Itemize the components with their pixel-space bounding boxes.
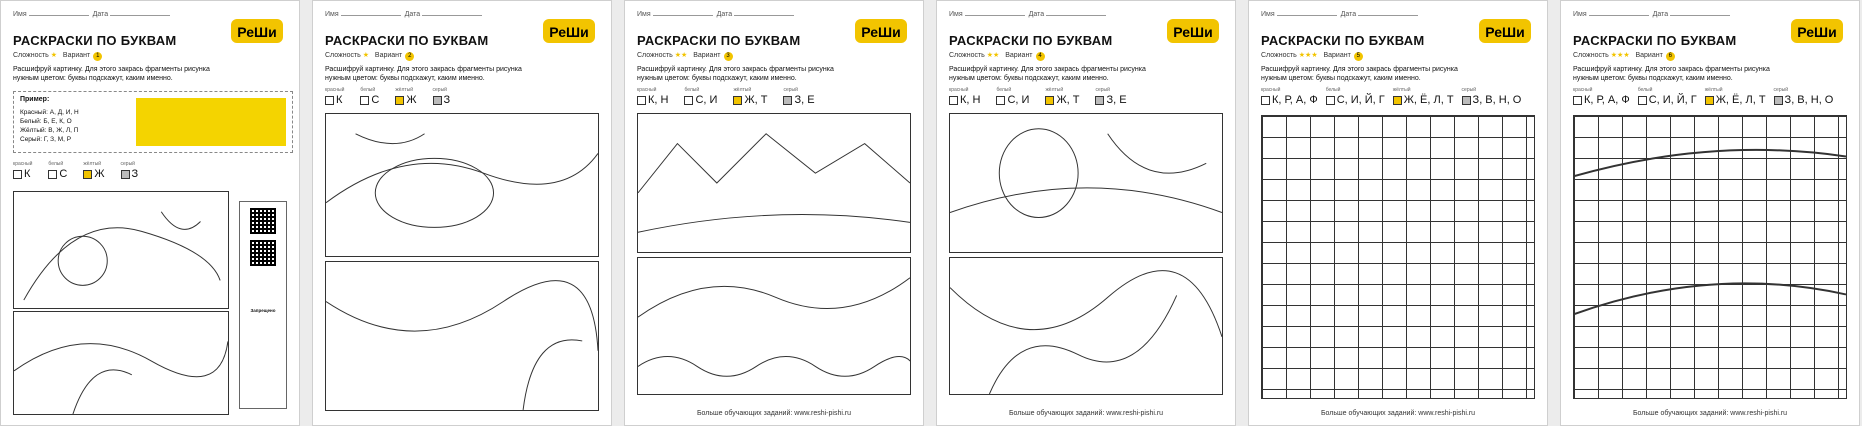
legend-gray: серый З — [120, 161, 139, 180]
page-title: РАСКРАСКИ ПО БУКВАМ — [949, 33, 1113, 48]
color-legend: красный К, Р, А, Ф белый С, И, Й, Г жёлтый Ж, Ё, Л, Т серый З, В, Н, О — [1573, 87, 1834, 106]
coloring-picture-top — [949, 113, 1223, 253]
page-title: РАСКРАСКИ ПО БУКВАМ — [1573, 33, 1737, 48]
color-legend: красный К, Р, А, Ф белый С, И, Й, Г жёлтый Ж, Ё, Л, Т серый З, В, Н, О — [1261, 87, 1522, 106]
legend-yellow: жёлтый Ж — [83, 161, 105, 180]
worksheet-3: Имя Дата РеШи РАСКРАСКИ ПО БУКВАМ Сложность ★★ Вариант 3 Расшифруй картинку. Для этого закрась фрагменты рисунка нужным цветом: буквы подскажут, каким именно. красный К, Н белый С, И жёлтый Ж, Т серый З, Е Больше обучающих заданий: www.reshi-pishi.ru — [624, 0, 924, 426]
legend-white: белый С — [48, 161, 68, 180]
page-title: РАСКРАСКИ ПО БУКВАМ — [325, 33, 489, 48]
footer-link[interactable]: Больше обучающих заданий: www.reshi-pishi.ru — [1632, 410, 1788, 417]
brand-logo — [853, 11, 909, 59]
worksheet-5: Имя Дата РеШи РАСКРАСКИ ПО БУКВАМ Сложность ★★★ Вариант 5 Расшифруй картинку. Для этого закрась фрагменты рисунка нужным цветом: буквы подскажут, каким именно. красный К, Р, А, Ф белый С, И, Й, Г жёлтый Ж, Ё, Л, Т серый З, В, Н, О Больше обучающих заданий: www.reshi-pishi.ru — [1248, 0, 1548, 426]
worksheet-4: Имя Дата РеШи РАСКРАСКИ ПО БУКВАМ Сложность ★★ Вариант 4 Расшифруй картинку. Для этого закрась фрагменты рисунка нужным цветом: буквы подскажут, каким именно. красный К, Н белый С, И жёлтый Ж, Т серый З, Е Больше обучающих заданий: www.reshi-pishi.ru — [936, 0, 1236, 426]
coloring-picture-bottom — [949, 257, 1223, 395]
worksheet-1 — [0, 0, 300, 426]
brand-logo — [541, 11, 597, 59]
coloring-picture-top — [13, 191, 229, 309]
svg-text:РеШи: РеШи — [1173, 24, 1213, 40]
qr-sidebar: Запрещено — [239, 201, 287, 409]
qr-code-icon[interactable] — [250, 240, 276, 266]
worksheet-6: Имя Дата РеШи РАСКРАСКИ ПО БУКВАМ Сложность ★★★ Вариант 6 Расшифруй картинку. Для этого закрась фрагменты рисунка нужным цветом: буквы подскажут, каким именно. красный К, Р, А, Ф белый С, И, Й, Г жёлтый Ж, Ё, Л, Т серый З, В, Н, О Больше обучающих заданий: www.reshi-pishi.ru — [1560, 0, 1860, 426]
coloring-grid-picture — [1261, 115, 1535, 399]
instructions: Расшифруй картинку. Для этого закрась фрагменты рисунка нужным цветом: буквы подскажут, каким именно. — [1573, 66, 1770, 82]
color-legend: красный К белый С жёлтый Ж серый З — [325, 87, 451, 106]
svg-text:РеШи: РеШи — [549, 24, 589, 40]
legend-red: красный К — [13, 161, 33, 180]
difficulty-variant: Сложность ★ Вариант 1 — [13, 51, 102, 61]
svg-text:РеШи: РеШи — [861, 24, 901, 40]
example-box: Пример: Красный: А, Д, И, Н Белый: Б, Е, К, О Жёлтый: В, Ж, Л, П Серый: Г, З, М, Р — [13, 91, 293, 153]
instructions: Расшифруй картинку. Для этого закрась фрагменты рисунка нужным цветом: буквы подскажут, каким именно. — [949, 66, 1146, 82]
coloring-picture-bottom — [637, 257, 911, 395]
page-title: РАСКРАСКИ ПО БУКВАМ — [1261, 33, 1425, 48]
brand-logo — [1789, 11, 1845, 59]
brand-logo — [1477, 11, 1533, 59]
coloring-picture-top — [325, 113, 599, 257]
svg-text:РеШи: РеШи — [237, 24, 277, 40]
coloring-picture-bottom — [13, 311, 229, 415]
footer-link[interactable]: Больше обучающих заданий: www.reshi-pishi.ru — [696, 410, 852, 417]
coloring-grid-picture — [1573, 115, 1847, 399]
page-title: РАСКРАСКИ ПО БУКВАМ — [13, 33, 177, 48]
color-legend: красный К, Н белый С, И жёлтый Ж, Т серый З, Е — [637, 87, 815, 106]
example-chicks-image — [136, 98, 286, 146]
svg-text:РеШи: РеШи — [1485, 24, 1525, 40]
instructions: Расшифруй картинку. Для этого закрась фрагменты рисунка нужным цветом: буквы подскажут, каким именно. — [13, 66, 210, 82]
worksheet-2: Имя Дата РеШи РАСКРАСКИ ПО БУКВАМ Сложность ★ Вариант 2 Расшифруй картинку. Для этого закрась фрагменты рисунка нужным цветом: буквы подскажут, каким именно. красный К белый С жёлтый Ж серый З — [312, 0, 612, 426]
page-title: РАСКРАСКИ ПО БУКВАМ — [637, 33, 801, 48]
brand-logo — [229, 11, 285, 59]
color-legend — [13, 161, 138, 180]
color-legend: красный К, Н белый С, И жёлтый Ж, Т серый З, Е — [949, 87, 1127, 106]
instructions: Расшифруй картинку. Для этого закрась фрагменты рисунка нужным цветом: буквы подскажут, каким именно. — [1261, 66, 1458, 82]
svg-text:РеШи: РеШи — [1797, 24, 1837, 40]
instructions: Расшифруй картинку. Для этого закрась фрагменты рисунка нужным цветом: буквы подскажут, каким именно. — [325, 66, 522, 82]
qr-code-icon[interactable] — [250, 208, 276, 234]
footer-link[interactable]: Больше обучающих заданий: www.reshi-pishi.ru — [1320, 410, 1476, 417]
brand-logo — [1165, 11, 1221, 59]
footer-link[interactable]: Больше обучающих заданий: www.reshi-pishi.ru — [1008, 410, 1164, 417]
instructions: Расшифруй картинку. Для этого закрась фрагменты рисунка нужным цветом: буквы подскажут, каким именно. — [637, 66, 834, 82]
coloring-picture-bottom — [325, 261, 599, 411]
name-date-line: Имя Дата — [13, 11, 287, 23]
coloring-picture-top — [637, 113, 911, 253]
